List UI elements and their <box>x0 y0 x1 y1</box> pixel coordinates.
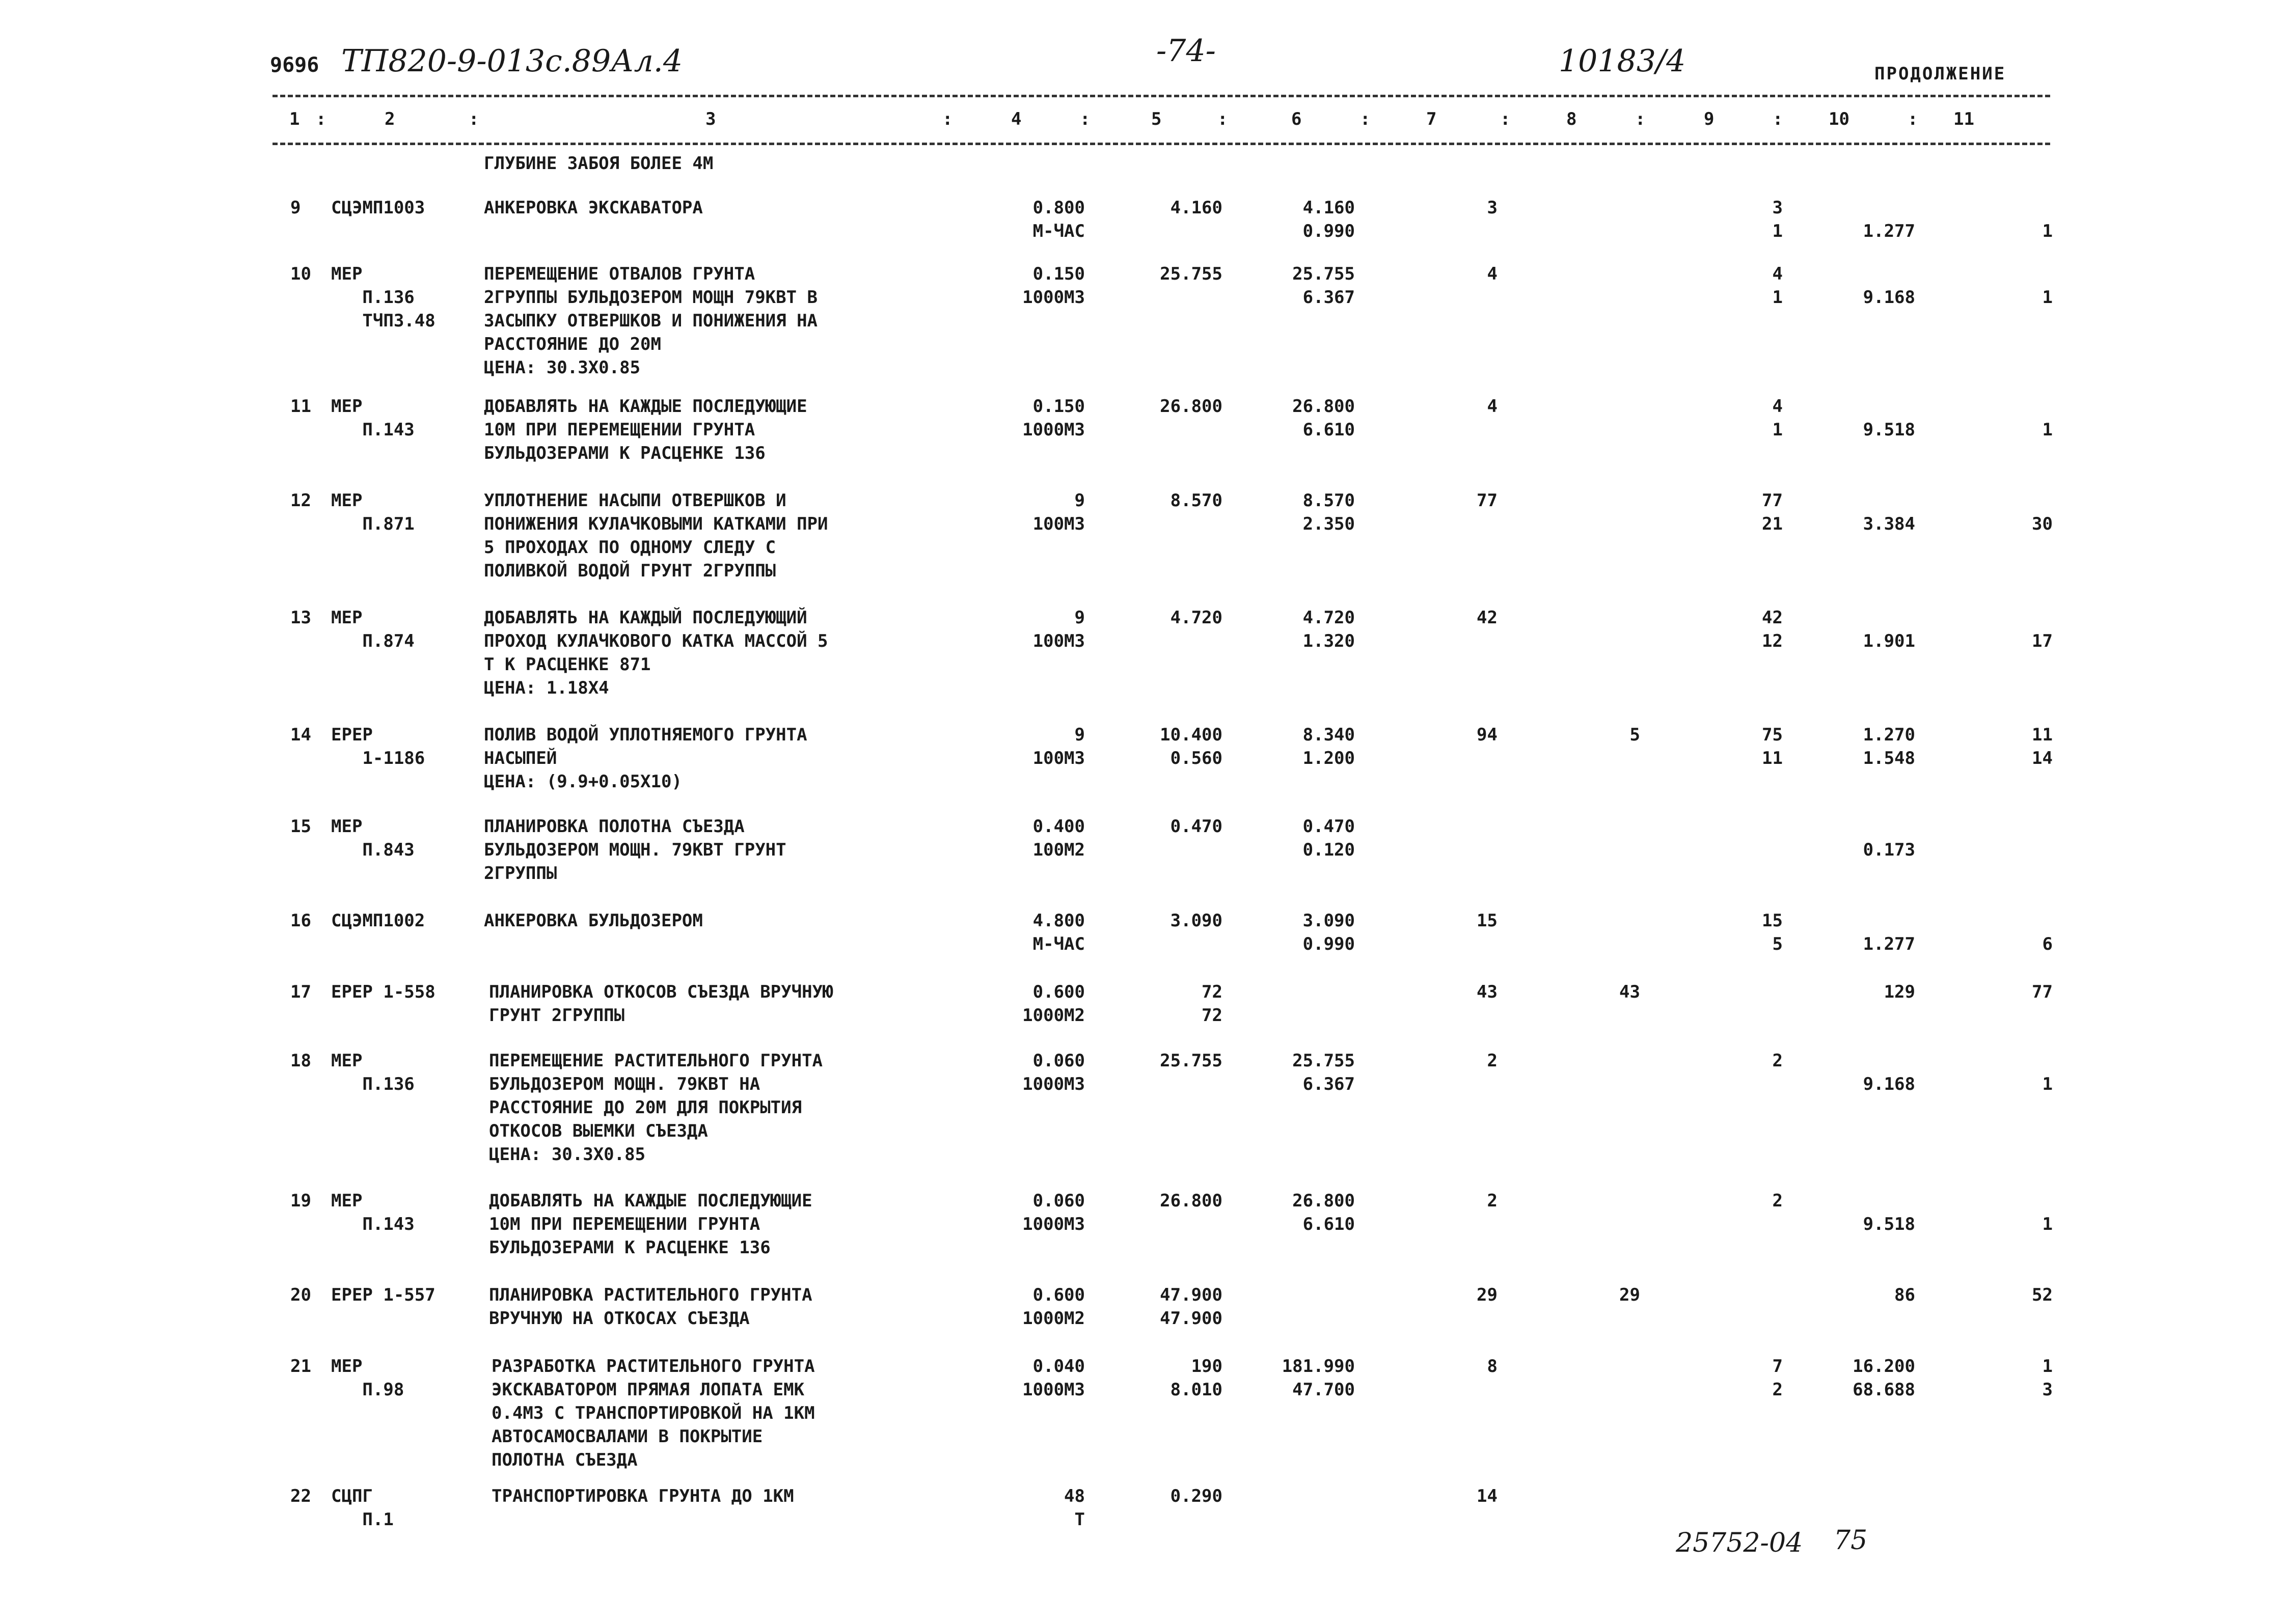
col10-value: 1.270 1.548 <box>1863 725 1915 768</box>
col5-value: 0.470 <box>1170 816 1222 837</box>
quantity-unit: 4.800 М-ЧАС <box>1032 911 1085 954</box>
col11-value: 1 <box>2042 420 2053 440</box>
footer-reference: 25752-04 <box>1676 1528 1803 1558</box>
rate-code: МЕР П.136 <box>331 1051 415 1094</box>
col10-value: 1.901 <box>1863 631 1915 651</box>
quantity-unit: 9 100М3 <box>1032 608 1085 651</box>
work-description: ПЕРЕМЕЩЕНИЕ ОТВАЛОВ ГРУНТА 2ГРУППЫ БУЛЬДОЗЕРОМ МОЩН 79КВТ В ЗАСЫПКУ ОТВЕРШКОВ И ПОНИЖЕНИЯ НА РАССТОЯНИЕ ДО 20М ЦЕНА: 30.3Х0.85 <box>484 264 818 378</box>
project-code: ТП820-9-013с.89Ал.4 <box>341 43 683 79</box>
col7-value: 3 <box>1487 198 1498 218</box>
col10-value: 86 <box>1894 1285 1915 1305</box>
col7-value: 14 <box>1477 1486 1498 1506</box>
work-description: ТРАНСПОРТИРОВКА ГРУНТА ДО 1КМ <box>492 1486 794 1506</box>
col10-value: 1.277 <box>1863 221 1915 241</box>
row-number: 14 <box>290 725 311 745</box>
col9-value: 75 11 <box>1762 725 1783 768</box>
quantity-unit: 0.600 1000М2 <box>1022 1285 1085 1329</box>
row-number: 19 <box>290 1191 311 1211</box>
col11-value: 1 3 <box>2042 1356 2053 1400</box>
page-mark: -74- <box>1156 33 1216 69</box>
work-description: ПЕРЕМЕЩЕНИЕ РАСТИТЕЛЬНОГО ГРУНТА БУЛЬДОЗЕРОМ МОЩН. 79КВТ НА РАССТОЯНИЕ ДО 20М ДЛЯ ПОКРЫТИЯ ОТКОСОВ ВЫЕМКИ СЪЕЗДА ЦЕНА: 30.3Х0.85 <box>489 1051 823 1165</box>
col5-value: 25.755 <box>1160 264 1222 284</box>
rate-code: МЕР П.874 <box>331 608 415 651</box>
work-description: АНКЕРОВКА ЭКСКАВАТОРА <box>484 198 703 218</box>
col6-value: 8.340 1.200 <box>1302 725 1355 768</box>
column-header: 4 <box>1011 109 1022 129</box>
column-header: 10 <box>1829 109 1849 129</box>
col7-value: 4 <box>1487 396 1498 417</box>
col11-value: 1 <box>2042 1214 2053 1234</box>
col6-value: 3.090 0.990 <box>1302 911 1355 954</box>
col6-value: 26.800 6.610 <box>1292 396 1355 440</box>
col11-value: 30 <box>2032 514 2053 534</box>
col7-value: 8 <box>1487 1356 1498 1377</box>
column-header: 11 <box>1953 109 1974 129</box>
col5-value: 26.800 <box>1160 396 1222 417</box>
col9-value: 77 21 <box>1762 490 1783 534</box>
col7-value: 15 <box>1477 911 1498 931</box>
col11-value: 6 <box>2042 934 2053 954</box>
footer-page-number: 75 <box>1834 1525 1868 1556</box>
col10-value: 16.200 68.688 <box>1853 1356 1915 1400</box>
col10-value: 129 <box>1884 982 1915 1002</box>
col10-value: 0.173 <box>1863 840 1915 860</box>
col11-value: 52 <box>2032 1285 2053 1305</box>
rate-code: ЕРЕР 1-558 <box>331 982 436 1002</box>
quantity-unit: 0.800 М-ЧАС <box>1032 198 1085 241</box>
col9-value: 3 1 <box>1772 198 1783 241</box>
row-number: 12 <box>290 490 311 511</box>
rate-code: СЦЭМП1003 <box>331 198 425 218</box>
quantity-unit: 9 100М3 <box>1032 490 1085 534</box>
col7-value: 2 <box>1487 1191 1498 1211</box>
col9-value: 4 1 <box>1772 396 1783 440</box>
col8-value: 5 <box>1629 725 1640 745</box>
col9-value: 2 <box>1772 1051 1783 1071</box>
quantity-unit: 0.150 1000М3 <box>1022 264 1085 308</box>
work-description: ДОБАВЛЯТЬ НА КАЖДЫЕ ПОСЛЕДУЮЩИЕ 10М ПРИ ПЕРЕМЕЩЕНИИ ГРУНТА БУЛЬДОЗЕРАМИ К РАСЦЕНКЕ 136 <box>484 396 807 463</box>
col7-value: 42 <box>1477 608 1498 628</box>
column-header: 2 <box>385 109 395 129</box>
col5-value: 26.800 <box>1160 1191 1222 1211</box>
rate-code: СЦЭМП1002 <box>331 911 425 931</box>
work-description: АНКЕРОВКА БУЛЬДОЗЕРОМ <box>484 911 703 931</box>
col11-value: 11 14 <box>2032 725 2053 768</box>
col6-value: 8.570 2.350 <box>1302 490 1355 534</box>
work-description: ПОЛИВ ВОДОЙ УПЛОТНЯЕМОГО ГРУНТА НАСЫПЕЙ ЦЕНА: (9.9+0.05Х10) <box>484 725 807 792</box>
col6-value: 4.720 1.320 <box>1302 608 1355 651</box>
col6-value: 25.755 6.367 <box>1292 1051 1355 1094</box>
rate-code: МЕР П.843 <box>331 816 415 860</box>
col7-value: 2 <box>1487 1051 1498 1071</box>
top-divider <box>273 95 2050 97</box>
col6-value: 0.470 0.120 <box>1302 816 1355 860</box>
col7-value: 94 <box>1477 725 1498 745</box>
rate-code: СЦПГ П.1 <box>331 1486 394 1530</box>
col5-value: 8.570 <box>1170 490 1222 511</box>
col6-value: 4.160 0.990 <box>1302 198 1355 241</box>
quantity-unit: 0.150 1000М3 <box>1022 396 1085 440</box>
quantity-unit: 0.060 1000М3 <box>1022 1051 1085 1094</box>
col9-value: 42 12 <box>1762 608 1783 651</box>
col10-value: 3.384 <box>1863 514 1915 534</box>
column-header: 6 <box>1291 109 1302 129</box>
col7-value: 29 <box>1477 1285 1498 1305</box>
column-header: 8 <box>1566 109 1577 129</box>
rate-code: ЕРЕР 1-1186 <box>331 725 425 768</box>
col5-value: 47.900 47.900 <box>1160 1285 1222 1329</box>
row-number: 17 <box>290 982 311 1002</box>
row-number: 18 <box>290 1051 311 1071</box>
col6-value: 26.800 6.610 <box>1292 1191 1355 1234</box>
col9-value: 7 2 <box>1772 1356 1783 1400</box>
col7-value: 77 <box>1477 490 1498 511</box>
row-number: 10 <box>290 264 311 284</box>
column-header: 1 <box>289 109 300 129</box>
col10-value: 9.168 <box>1863 287 1915 308</box>
col5-value: 25.755 <box>1160 1051 1222 1071</box>
col5-value: 10.400 0.560 <box>1160 725 1222 768</box>
rate-code: ЕРЕР 1-557 <box>331 1285 436 1305</box>
work-description: ДОБАВЛЯТЬ НА КАЖДЫЕ ПОСЛЕДУЮЩИЕ 10М ПРИ ПЕРЕМЕЩЕНИИ ГРУНТА БУЛЬДОЗЕРАМИ К РАСЦЕНКЕ 136 <box>489 1191 812 1258</box>
work-description: ПЛАНИРОВКА РАСТИТЕЛЬНОГО ГРУНТА ВРУЧНУЮ НА ОТКОСАХ СЪЕЗДА <box>489 1285 812 1329</box>
work-description: ДОБАВЛЯТЬ НА КАЖДЫЙ ПОСЛЕДУЮЩИЙ ПРОХОД КУЛАЧКОВОГО КАТКА МАССОЙ 5 Т К РАСЦЕНКЕ 871 ЦЕНА: 1.18Х4 <box>484 608 828 698</box>
rate-code: МЕР П.871 <box>331 490 415 534</box>
row-number: 11 <box>290 396 311 417</box>
quantity-unit: 0.040 1000М3 <box>1022 1356 1085 1400</box>
stamp-number: 9696 <box>270 53 319 77</box>
column-header: 7 <box>1426 109 1437 129</box>
col5-value: 0.290 <box>1170 1486 1222 1506</box>
quantity-unit: 0.060 1000М3 <box>1022 1191 1085 1234</box>
col5-value: 72 72 <box>1202 982 1222 1026</box>
col9-value: 4 1 <box>1772 264 1783 308</box>
col10-value: 9.518 <box>1863 1214 1915 1234</box>
col6-value: 181.990 47.700 <box>1282 1356 1355 1400</box>
work-description: УПЛОТНЕНИЕ НАСЫПИ ОТВЕРШКОВ И ПОНИЖЕНИЯ КУЛАЧКОВЫМИ КАТКАМИ ПРИ 5 ПРОХОДАХ ПО ОДНОМУ СЛЕДУ С ПОЛИВКОЙ ВОДОЙ ГРУНТ 2ГРУППЫ <box>484 490 828 581</box>
document-number: 10183/4 <box>1559 43 1686 79</box>
continuation-label: ПРОДОЛЖЕНИЕ <box>1874 64 2006 84</box>
rate-code: МЕР П.98 <box>331 1356 404 1400</box>
work-description: РАЗРАБОТКА РАСТИТЕЛЬНОГО ГРУНТА ЭКСКАВАТОРОМ ПРЯМАЯ ЛОПАТА ЕМК 0.4М3 С ТРАНСПОРТИРОВКОЙ НА 1КМ АВТОСАМОСВАЛАМИ В ПОКРЫТИЕ ПОЛОТНА СЪЕЗДА <box>492 1356 815 1470</box>
col5-value: 3.090 <box>1170 911 1222 931</box>
row-number: 15 <box>290 816 311 837</box>
col5-value: 4.720 <box>1170 608 1222 628</box>
quantity-unit: 9 100М3 <box>1032 725 1085 768</box>
col10-value: 9.168 <box>1863 1074 1915 1094</box>
col11-value: 1 <box>2042 287 2053 308</box>
rate-code: МЕР П.136 ТЧП3.48 <box>331 264 436 331</box>
row-number: 16 <box>290 911 311 931</box>
col11-value: 1 <box>2042 221 2053 241</box>
row-number: 9 <box>290 198 301 218</box>
header-divider <box>273 143 2050 145</box>
column-header: 5 <box>1151 109 1162 129</box>
col7-value: 4 <box>1487 264 1498 284</box>
rate-code: МЕР П.143 <box>331 1191 415 1234</box>
col10-value: 1.277 <box>1863 934 1915 954</box>
col11-value: 17 <box>2032 631 2053 651</box>
work-description: ПЛАНИРОВКА ОТКОСОВ СЪЕЗДА ВРУЧНУЮ ГРУНТ 2ГРУППЫ <box>489 982 833 1026</box>
column-header: 3 <box>705 109 716 129</box>
column-header: 9 <box>1704 109 1715 129</box>
document-page: 9696 ТП820-9-013с.89Ал.4 -74- 10183/4 ПРОДОЛЖЕНИЕ 1 : 2 : 3 : 4 : 5 : 6 : 7 : 8 : 9 : 10 : 11 ГЛУБИНЕ ЗАБОЯ БОЛЕЕ 4М 9 СЦЭМП1003 АНКЕРОВКА ЭКСКАВАТОРА 0.800 М-ЧАС 4.160 4.160 0.990 3 3 1 1.277 1 10 МЕР П.136 ТЧП3.48 ПЕРЕМЕЩЕНИЕ ОТВАЛОВ ГРУНТА 2ГРУППЫ БУЛЬДОЗЕРОМ МОЩН 79КВТ В ЗАСЫПКУ ОТВЕРШКОВ И ПОНИЖЕНИЯ НА РАССТОЯНИЕ ДО 20М ЦЕНА: 30.3Х0.85 0.150 1000М3 25.755 25.755 6.367 4 4 1 9.168 1 11 МЕР П.143 ДОБАВЛЯТЬ НА КАЖДЫЕ ПОСЛЕДУЮЩИЕ 10М ПРИ ПЕРЕМЕЩЕНИИ ГРУНТА БУЛЬДОЗЕРАМИ К РАСЦЕНКЕ 136 0.150 1000М3 26.800 26.800 6.610 4 4 1 9.518 1 12 МЕР П.871 УПЛОТНЕНИЕ НАСЫПИ ОТВЕРШКОВ И ПОНИЖЕНИЯ КУЛАЧКОВЫМИ КАТКАМИ ПРИ 5 ПРОХОДАХ ПО ОДНОМУ СЛЕДУ С ПОЛИВКОЙ ВОДОЙ ГРУНТ 2ГРУППЫ 9 100М3 8.570 8.570 2.350 77 77 21 3.384 30 13 МЕР П.874 ДОБАВЛЯТЬ НА КАЖДЫЙ ПОСЛЕДУЮЩИЙ ПРОХОД КУЛАЧКОВОГО КАТКА МАССОЙ 5 Т К РАСЦЕНКЕ 871 ЦЕНА: 1.18Х4 9 100М3 4.720 4.720 1.320 42 42 12 1.901 17 14 ЕРЕР 1-1186 ПОЛИВ ВОДОЙ УПЛОТНЯЕМОГО ГРУНТА НАСЫПЕЙ ЦЕНА: (9.9+0.05Х10) 9 100М3 10.400 0.560 8.340 1.200 94 5 75 11 1.270 1.548 11 14 15 МЕР П.843 ПЛАНИРОВКА ПОЛОТНА СЪЕЗДА БУЛЬДОЗЕРОМ МОЩН. 79КВТ ГРУНТ 2ГРУППЫ 0.400 100М2 0.470 0.470 0.120 0.173 16 СЦЭМП1002 АНКЕРОВКА БУЛЬДОЗЕРОМ 4.800 М-ЧАС 3.090 3.090 0.990 15 15 5 1.277 6 17 ЕРЕР 1-558 ПЛАНИРОВКА ОТКОСОВ СЪЕЗДА ВРУЧНУЮ ГРУНТ 2ГРУППЫ 0.600 1000М2 72 72 43 43 129 77 18 МЕР П.136 ПЕРЕМЕЩЕНИЕ РАСТИТЕЛЬНОГО ГРУНТА БУЛЬДОЗЕРОМ МОЩН. 79КВТ НА РАССТОЯНИЕ ДО 20М ДЛЯ ПОКРЫТИЯ ОТКОСОВ ВЫЕМКИ СЪЕЗДА ЦЕНА: 30.3Х0.85 0.060 1000М3 25.755 25.755 6.367 2 2 9.168 1 19 МЕР П.143 ДОБАВЛЯТЬ НА КАЖДЫЕ ПОСЛЕДУЮЩИЕ 10М ПРИ ПЕРЕМЕЩЕНИИ ГРУНТА БУЛЬДОЗЕРАМИ К РАСЦЕНКЕ 136 0.060 1000М3 26.800 26.800 6.610 2 2 9.518 1 20 ЕРЕР 1-557 ПЛАНИРОВКА РАСТИТЕЛЬНОГО ГРУНТА ВРУЧНУЮ НА ОТКОСАХ СЪЕЗДА 0.600 1000М2 47.900 47.900 29 29 86 52 21 МЕР П.98 РАЗРАБОТКА РАСТИТЕЛЬНОГО ГРУНТА ЭКСКАВАТОРОМ ПРЯМАЯ ЛОПАТА ЕМК 0.4М3 С ТРАНСПОРТИРОВКОЙ НА 1КМ АВТОСАМОСВАЛАМИ В ПОКРЫТИЕ ПОЛОТНА СЪЕЗДА 0.040 1000М3 190 8.010 181.990 47.700 8 7 2 16.200 68.688 1 3 22 СЦПГ П.1 ТРАНСПОРТИРОВКА ГРУНТА ДО 1КМ 48 Т 0.290 14 25752-04 75 <box>270 33 2053 1558</box>
col8-value: 43 <box>1619 982 1640 1002</box>
row-number: 20 <box>290 1285 311 1305</box>
col11-value: 1 <box>2042 1074 2053 1094</box>
col11-value: 77 <box>2032 982 2053 1002</box>
quantity-unit: 0.600 1000М2 <box>1022 982 1085 1026</box>
col5-value: 190 8.010 <box>1170 1356 1222 1400</box>
rate-code: МЕР П.143 <box>331 396 415 440</box>
col8-value: 29 <box>1619 1285 1640 1305</box>
quantity-unit: 48 Т <box>1064 1486 1085 1530</box>
col9-value: 15 5 <box>1762 911 1783 954</box>
col7-value: 43 <box>1477 982 1498 1002</box>
col6-value: 25.755 6.367 <box>1292 264 1355 308</box>
work-description: ПЛАНИРОВКА ПОЛОТНА СЪЕЗДА БУЛЬДОЗЕРОМ МОЩН. 79КВТ ГРУНТ 2ГРУППЫ <box>484 816 786 884</box>
row-number: 22 <box>290 1486 311 1506</box>
col10-value: 9.518 <box>1863 420 1915 440</box>
quantity-unit: 0.400 100М2 <box>1032 816 1085 860</box>
row-number: 21 <box>290 1356 311 1377</box>
col9-value: 2 <box>1772 1191 1783 1211</box>
row-number: 13 <box>290 608 311 628</box>
col5-value: 4.160 <box>1170 198 1222 218</box>
continued-text: ГЛУБИНЕ ЗАБОЯ БОЛЕЕ 4М <box>484 153 714 174</box>
